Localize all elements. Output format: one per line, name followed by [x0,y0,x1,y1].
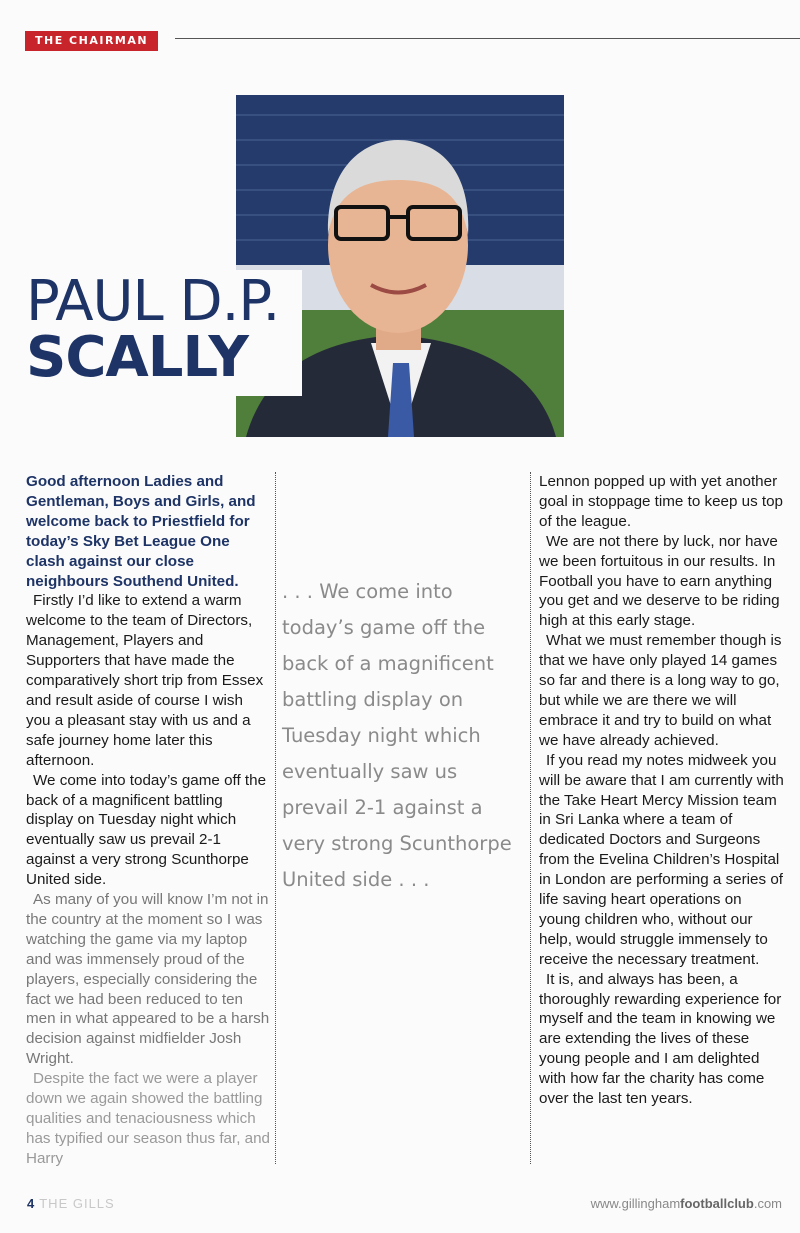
lead-paragraph: Good afternoon Ladies and Gentleman, Boys and Girls, and welcome back to Priestfield for today’s Sky Bet League One clash against our close neighbours Southend United. [26,473,256,590]
article-paragraph: As many of you will know I’m not in the country at the moment so I was watching the game via my laptop and was immensely proud of the players, especially considering the fact we had been reduced to ten men in what appeared to be a harsh decision against midfielder Josh Wright. [26,891,270,1068]
column-divider-left [275,472,276,1164]
article-column-3 [539,472,784,1109]
article-paragraph: What we must remember though is that we have only played 14 games so far and there is a long way to go, but while we are there we will embrace it and try to build on what we have already achieved. [539,632,782,749]
article-paragraph: We come into today’s game off the back of a magnificent battling display on Tuesday night which eventually saw us prevail 2-1 against a very strong Scunthorpe United side. [26,771,267,889]
article-paragraph: If you read my notes midweek you will be aware that I am currently with the Take Heart Mercy Mission team in Sri Lanka where a team of dedicated Doctors and Surgeons from the Evelina Children’s Hospital in London are performing a series of life saving heart operations on young children who, without our help, would struggle immensely to receive the necessary treatment. [539,751,784,968]
article-paragraph: We are not there by luck, nor have we been fortuitous in our results. In Football you have to earn anything you get and we deserve to be riding high at this early stage. [539,532,780,630]
headline [26,269,280,390]
footer-page-info [27,1196,115,1211]
article-paragraph: Despite the fact we were a player down we again showed the battling qualities and tenaciousness which has typified our season thus far, and Harry [26,1070,271,1167]
column-divider-right [530,472,531,1164]
footer-url[interactable] [591,1196,782,1211]
header-rule [175,38,800,39]
article-column-1 [26,472,271,1169]
page-number: 4 [27,1196,36,1211]
article-paragraph: Lennon popped up with yet another goal in stoppage time to keep us top of the league. [539,473,784,530]
url-prefix: www.gillingham [590,1196,681,1211]
url-suffix: .com [753,1196,782,1211]
section-tag: THE CHAIRMAN [25,31,158,51]
headline-line1: PAUL D.P. [26,269,280,334]
headline-line2: SCALLY [26,325,248,390]
article-paragraph: It is, and always has been, a thoroughly rewarding experience for myself and the team in knowing we are extending the lives of these young people and I am delighted with how far the charity has come over the last ten years. [539,970,782,1108]
article-paragraph: Firstly I’d like to extend a warm welcome to the team of Directors, Management, Players and Supporters that have made the comparatively short trip from Essex and result aside of course I wish you a pleasant stay with us and a safe journey home later this afternoon. [26,592,264,769]
publication-name: THE GILLS [39,1196,115,1211]
pull-quote: . . . We come into today’s game off the back of a magnificent battling display on Tuesday night which eventually saw us prevail 2-1 against a very strong Scunthorpe United side . . . [282,580,512,891]
url-bold: footballclub [680,1196,754,1211]
